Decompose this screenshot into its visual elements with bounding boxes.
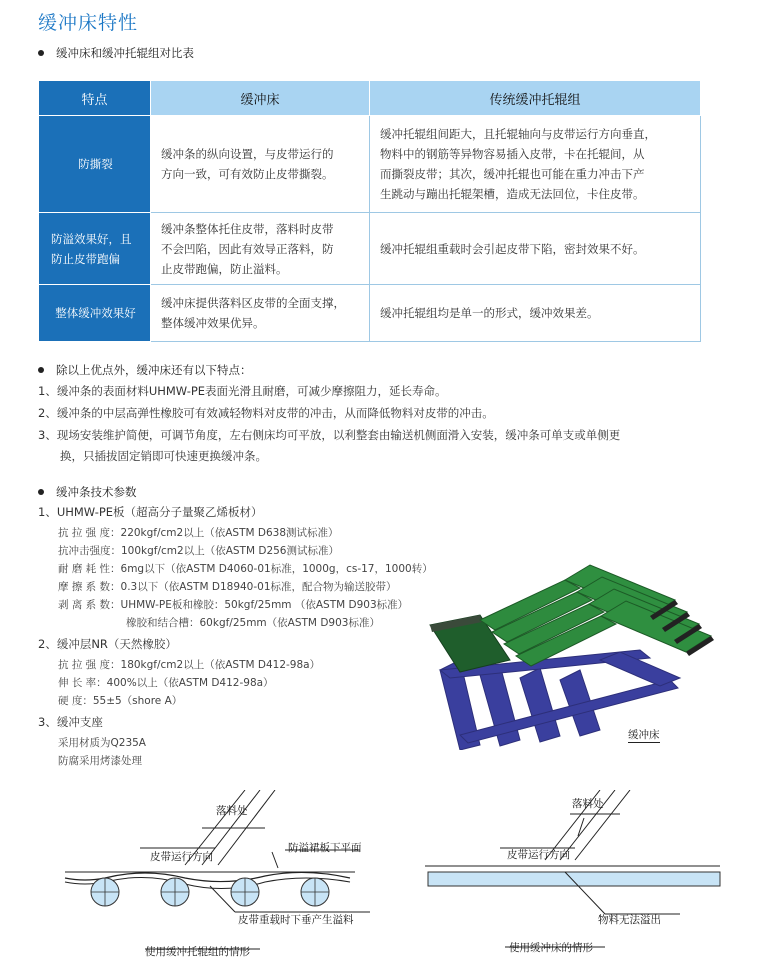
spec-line: 橡胶和结合槽：60kgf/25mm（依ASTM D903标准） [126, 617, 380, 629]
table-row [39, 285, 701, 342]
section-comparison-heading: 缓冲床和缓冲托辊组对比表 [38, 45, 194, 61]
left-sag-label: 皮带重载时下垂产生溢料 [238, 914, 354, 926]
feature-item: 3、现场安装维护简便，可调节角度，左右侧床均可平放，以利整套由输送机侧面滑入安装，缓冲条可单支或单侧更 [38, 428, 621, 442]
feature-cell: 整体缓冲效果好 [39, 285, 151, 342]
spec-subheading: 1、UHMW-PE板（超高分子量聚乙烯板材） [38, 505, 263, 519]
right-direction-label: 皮带运行方向 [507, 849, 570, 861]
page-title: 缓冲床特性 [38, 12, 139, 34]
left-caption: 使用缓冲托辊组的情形 [145, 946, 250, 958]
feature-cell: 防撕裂 [39, 116, 151, 213]
comparison-table [38, 80, 701, 342]
left-direction-label: 皮带运行方向 [150, 851, 213, 863]
spec-line: 抗 拉 强 度：180kgf/cm2以上（依ASTM D412-98a） [58, 659, 321, 671]
bed-cell: 缓冲条整体托住皮带，落料时皮带 不会凹陷，因此有效导正落料，防 止皮带跑偏，防止溢料。 [151, 213, 370, 285]
spec-line: 采用材质为Q235A [58, 737, 146, 749]
right-drop-label: 落料处 [572, 798, 604, 810]
impact-bed-illustration [420, 560, 720, 750]
table-row [39, 213, 701, 285]
feature-item: 换，只插拔固定销即可快速更换缓冲条。 [60, 449, 267, 463]
bullet-icon [38, 489, 44, 495]
feature-item: 1、缓冲条的表面材料UHMW-PE表面光滑且耐磨，可减少摩擦阻力，延长寿命。 [38, 384, 447, 398]
spec-line: 抗冲击强度：100kgf/cm2以上（依ASTM D256测试标准） [58, 545, 339, 557]
bed-cell: 缓冲床提供落料区皮带的全面支撑， 整体缓冲效果优异。 [151, 285, 370, 342]
table-row [39, 116, 701, 213]
spec-line: 伸 长 率：400%以上（依ASTM D412-98a） [58, 677, 274, 689]
spec-subheading: 2、缓冲层NR（天然橡胶） [38, 637, 177, 651]
impact-bed-diagram [420, 790, 750, 965]
header-bed: 缓冲床 [151, 81, 370, 116]
roller-cell: 缓冲托辊组间距大，且托辊轴向与皮带运行方向垂直， 物料中的钢筋等异物容易插入皮带，卡在托辊间，从 而撕裂皮带；其次，缓冲托辊也可能在重力冲击下产 生跳动与蹦出托辊架槽，造成无法回位，卡住皮带。 [370, 116, 701, 213]
spec-line: 摩 擦 系 数：0.3以下（依ASTM D18940-01标准，配合物为输送胶带） [58, 581, 397, 593]
left-skirt-label: 防溢裙板下平面 [288, 842, 362, 854]
section-specs-heading: 缓冲条技术参数 [38, 484, 137, 500]
section-features-heading: 除以上优点外，缓冲床还有以下特点： [38, 362, 252, 378]
left-drop-label: 落料处 [216, 805, 248, 817]
spec-line: 耐 磨 耗 性：6mg以下（依ASTM D4060-01标准，1000g，cs-17，1000转） [58, 563, 433, 575]
header-feature: 特点 [39, 81, 151, 116]
feature-cell: 防溢效果好，且 防止皮带跑偏 [39, 213, 151, 285]
bed-cell: 缓冲条的纵向设置，与皮带运行的 方向一致，可有效防止皮带撕裂。 [151, 116, 370, 213]
spec-line: 硬 度：55±5（shore A） [58, 695, 183, 707]
right-bottom-label: 物料无法溢出 [598, 914, 661, 926]
spec-line: 抗 拉 强 度：220kgf/cm2以上（依ASTM D638测试标准） [58, 527, 339, 539]
roller-cell: 缓冲托辊组均是单一的形式，缓冲效果差。 [370, 285, 701, 342]
product-label: 缓冲床 [628, 729, 660, 741]
bullet-icon [38, 50, 44, 56]
roller-cell: 缓冲托辊组重载时会引起皮带下陷，密封效果不好。 [370, 213, 701, 285]
bullet-icon [38, 367, 44, 373]
table-header-row [39, 81, 701, 116]
spec-line: 防腐采用烤漆处理 [58, 755, 142, 767]
spec-subheading: 3、缓冲支座 [38, 715, 103, 729]
header-roller: 传统缓冲托辊组 [370, 81, 701, 116]
spec-line: 剥 离 系 数：UHMW-PE板和橡胶：50kgf/25mm （依ASTM D903标准） [58, 599, 409, 611]
right-caption: 使用缓冲床的情形 [509, 942, 593, 954]
feature-item: 2、缓冲条的中层高弹性橡胶可有效减轻物料对皮带的冲击，从而降低物料对皮带的冲击。 [38, 406, 494, 420]
